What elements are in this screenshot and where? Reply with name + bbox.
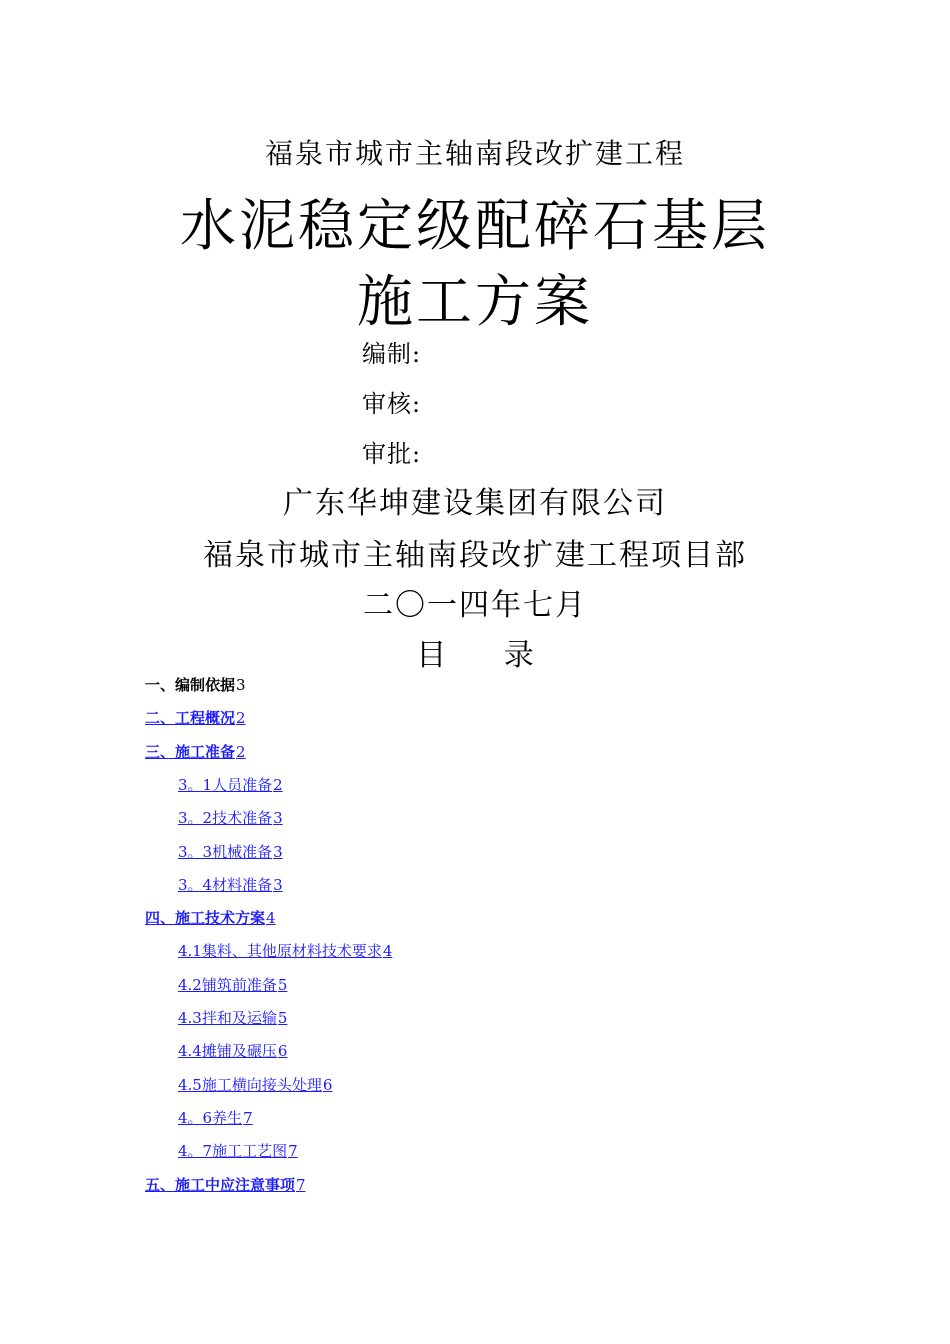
document-title: 水泥稳定级配碎石基层	[180, 194, 770, 259]
company-name: 广东华坤建设集团有限公司	[283, 486, 667, 521]
reviewed-by-label: 审核:	[362, 390, 422, 418]
approved-by-label: 审批:	[362, 440, 422, 468]
toc-entry-label: 4.5施工横向接头处理	[178, 1076, 322, 1094]
toc-entry-label: 3。4材料准备	[178, 876, 273, 894]
toc-entry-label: 4.1集料、其他原材料技术要求	[178, 942, 382, 960]
toc-entry-label: 3。2技术准备	[178, 809, 273, 827]
toc-entry-page: 3	[273, 876, 283, 894]
toc-entry	[145, 676, 246, 694]
toc-entry-page: 3	[273, 809, 283, 827]
toc-entry-page: 4	[266, 909, 276, 927]
toc-entry-label: 一、编制依据	[145, 676, 236, 694]
toc-entry-page: 7	[243, 1109, 253, 1127]
toc-entry-label: 4。7施工工艺图	[178, 1142, 288, 1160]
toc-entry-label: 3。1人员准备	[178, 776, 273, 794]
toc-entry[interactable]	[145, 709, 246, 727]
toc-entry-page: 5	[277, 1009, 288, 1027]
toc-entry-label: 三、施工准备	[145, 743, 236, 761]
toc-entry[interactable]	[178, 876, 283, 894]
toc-entry[interactable]	[178, 1076, 332, 1094]
toc-entry[interactable]	[178, 942, 392, 960]
toc-entry-label: 3。3机械准备	[178, 843, 273, 861]
toc-entry[interactable]	[145, 1176, 306, 1194]
project-department: 福泉市城市主轴南段改扩建工程项目部	[203, 538, 747, 573]
toc-entry[interactable]	[145, 909, 276, 927]
toc-entry-label: 四、施工技术方案	[145, 909, 266, 927]
toc-entry-label: 二、工程概况	[145, 709, 236, 727]
toc-entry-page: 5	[277, 976, 288, 994]
toc-entry[interactable]	[178, 843, 283, 861]
compiled-by-label: 编制:	[362, 340, 422, 368]
toc-entry-page: 3	[236, 676, 246, 694]
document-date: 二〇一四年七月	[363, 588, 587, 623]
toc-entry[interactable]	[178, 976, 287, 994]
toc-entry-label: 五、施工中应注意事项	[145, 1176, 296, 1194]
toc-entry-page: 3	[273, 843, 283, 861]
toc-entry[interactable]	[178, 1009, 287, 1027]
toc-entry[interactable]	[145, 743, 246, 761]
project-name: 福泉市城市主轴南段改扩建工程	[264, 137, 685, 170]
document-subtitle: 施工方案	[357, 270, 593, 335]
toc-entry-page: 7	[288, 1142, 298, 1160]
toc-entry[interactable]	[178, 776, 283, 794]
toc-entry-page: 2	[273, 776, 283, 794]
toc-entry-page: 7	[296, 1176, 306, 1194]
toc-entry[interactable]	[178, 1109, 253, 1127]
toc-entry-label: 4.4摊铺及碾压	[178, 1042, 277, 1060]
toc-entry-page: 2	[236, 709, 246, 727]
toc-title: 目 录	[416, 638, 558, 673]
toc-entry[interactable]	[178, 1142, 298, 1160]
toc-entry-page: 6	[322, 1076, 333, 1094]
toc-entry[interactable]	[178, 1042, 287, 1060]
toc-entry-page: 2	[236, 743, 246, 761]
toc-entry[interactable]	[178, 809, 283, 827]
toc-entry-label: 4.3拌和及运输	[178, 1009, 277, 1027]
toc-entry-label: 4.2铺筑前准备	[178, 976, 277, 994]
toc-entry-page: 4	[382, 942, 393, 960]
toc-entry-page: 6	[277, 1042, 288, 1060]
toc-entry-label: 4。6养生	[178, 1109, 243, 1127]
